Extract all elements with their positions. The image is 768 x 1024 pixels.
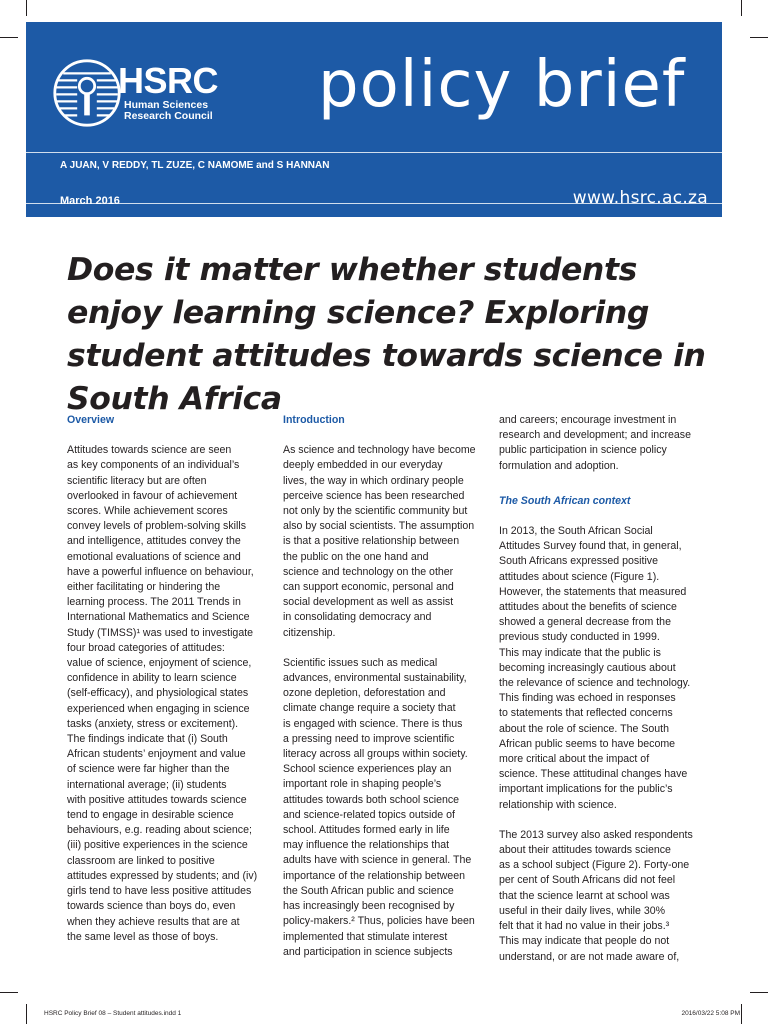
crop-mark: [0, 992, 18, 993]
introduction-paragraph-1: As science and technology have become deeply embedded in our everyday lives, the way in which ordinary people perceive science has been researched not only by the scientific community but also by social scientists. The assumption is that a positive relationship between the public on the one hand and science and technology on the other can support economic, personal and social development as well as assist in consolidating democracy and citizenship.: [283, 444, 476, 639]
column-3: [499, 413, 699, 965]
website-link[interactable]: www.hsrc.ac.za: [572, 188, 708, 208]
policy-brief-title: policy brief: [318, 48, 686, 122]
continued-paragraph: and careers; encourage investment in research and development; and increase public participation in science policy formulation and adoption.: [499, 414, 691, 472]
introduction-paragraph-2: Scientific issues such as medical advances, environmental sustainability, ozone depletion, deforestation and climate change require a society that is engaged with science. There is thus a pressing need to improve scientific literacy across all groups within society. School science experiences play an important role in shaping people’s attitudes towards both school science and science-related topics outside of school. Attitudes formed early in life may influence the relationships that adults have with science in general. The importance of the relationship between the South African public and science has increasingly been recognised by policy-makers.² Thus, policies have been implemented that stimulate interest and participation in science subjects: [283, 656, 475, 958]
overview-paragraph: Attitudes towards science are seen as key components of an individual’s scientific literacy but are often overlooked in favour of achievement scores. While achievement scores convey levels of problem-solving skills and intelligence, attitudes convey the emotional evaluations of science and have a powerful influence on behaviour, either facilitating or hindering the learning process. The 2011 Trends in International Mathematics and Science Study (TIMSS)¹ was used to investigate four broad categories of attitudes: value of science, enjoyment of science, confidence in ability to learn science (self-efficacy), and physiological states experienced when engaging in science tasks (anxiety, stress or excitement). The findings indicate that (i) South African students’ enjoyment and value of science were far higher than the international average; (ii) students with positive attitudes towards science tend to engage in desirable science behaviours, e.g. reading about science; (iii) positive experiences in the science classroom are linked to positive attitudes expressed by students; and (iv) girls tend to have less positive attitudes towards science than boys do, even when they achieve results that are at the same level as those of boys.: [67, 444, 258, 943]
crop-mark: [26, 1004, 27, 1024]
section-heading-introduction: Introduction: [283, 414, 345, 426]
hsrc-logo-icon: [52, 58, 122, 128]
crop-mark: [741, 1004, 742, 1024]
footer-timestamp: 2016/03/22 5:08 PM: [681, 1010, 740, 1017]
crop-mark: [0, 37, 18, 38]
crop-mark: [750, 992, 768, 993]
column-1: [67, 413, 267, 945]
column-2: [283, 413, 483, 960]
context-paragraph-1: In 2013, the South African Social Attitudes Survey found that, in general, South Africans expressed positive attitudes about science (Figure 1). However, the statements that measured attitudes about the benefits of science showed a general decrease from the previous study conducted in 1999. This may indicate that the public is becoming increasingly cautious about the relevance of science and technology. This finding was echoed in responses to statements that reflected concerns about the role of science. The South African public seems to have become more critical about the impact of science. These attitudinal changes have important implications for the public’s relationship with science.: [499, 525, 691, 811]
article-title: Does it matter whether students enjoy learning science? Exploring student attitudes towards science in South Africa: [67, 252, 706, 417]
section-heading-overview: Overview: [67, 414, 115, 426]
publication-date: March 2016: [60, 195, 120, 207]
footer-file-info: HSRC Policy Brief 08 – Student attitudes.indd 1: [44, 1010, 182, 1017]
logo-subtitle: Human Sciences Research Council: [124, 99, 213, 122]
crop-mark: [26, 0, 27, 16]
divider: [26, 152, 722, 153]
section-heading-south-african-context: The South African context: [499, 494, 631, 507]
crop-mark: [750, 37, 768, 38]
logo-wordmark: HSRC: [118, 60, 219, 101]
header-banner: [26, 22, 722, 217]
authors-line: A JUAN, V REDDY, TL ZUZE, C NAMOME and S HANNAN: [60, 160, 330, 171]
crop-mark: [741, 0, 742, 16]
context-paragraph-2: The 2013 survey also asked respondents about their attitudes towards science as a school subject (Figure 2). Forty-one per cent of South Africans did not feel that the science learnt at school was useful in their daily lives, while 30% felt that it had no value in their jobs.³ This may indicate that people do not understand, or are not made aware of,: [499, 828, 693, 963]
